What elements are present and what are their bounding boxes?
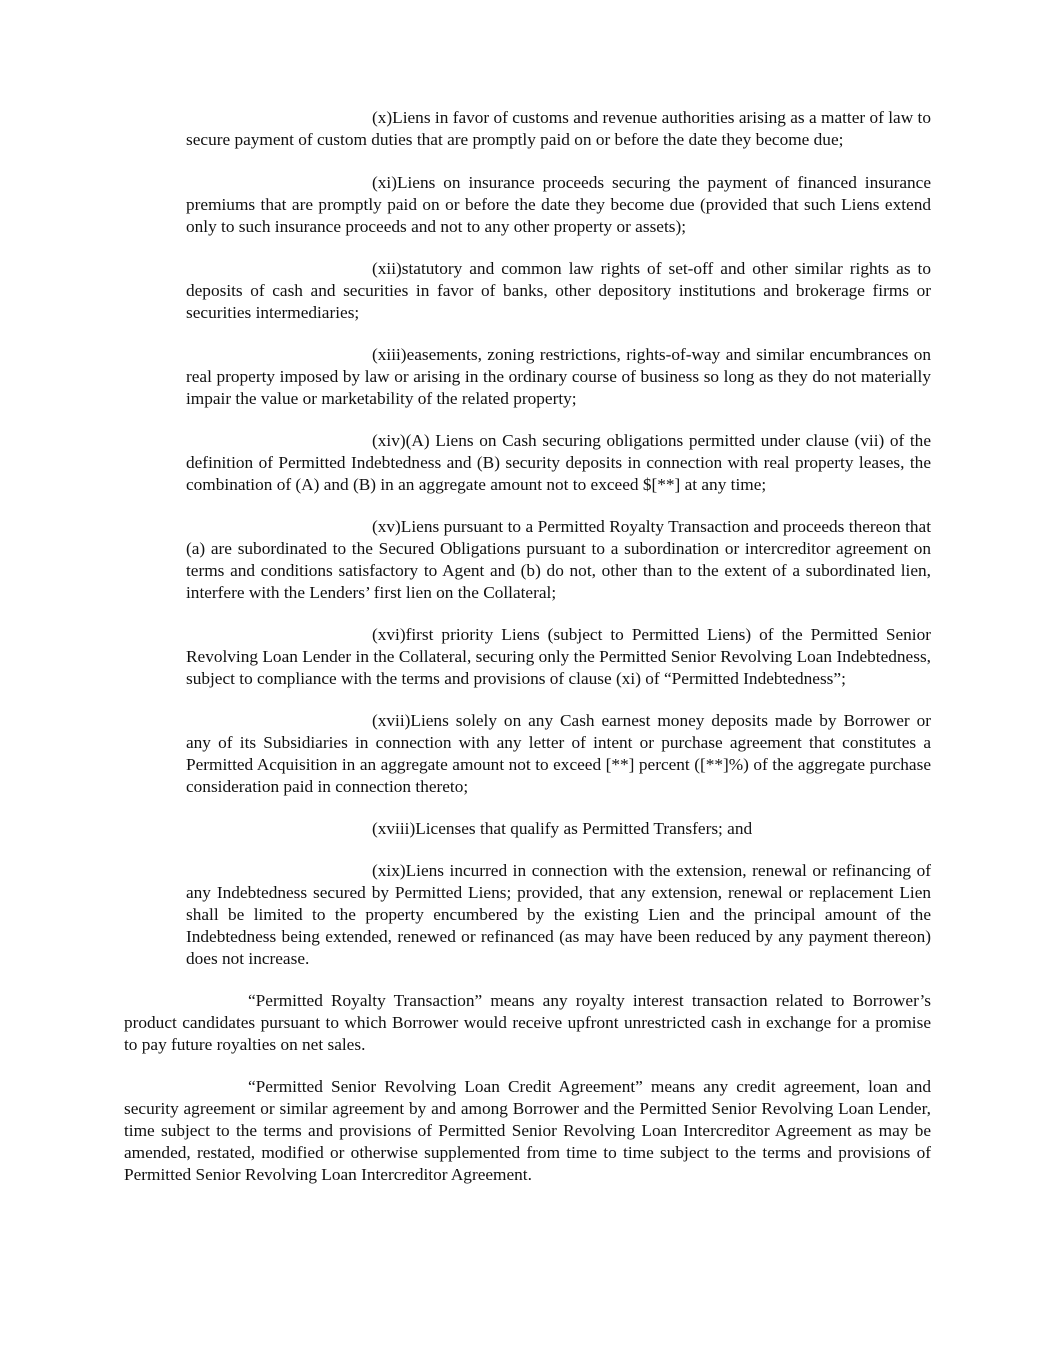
clause-xiii bbox=[186, 344, 931, 410]
clause-text: Liens solely on any Cash earnest money deposits made by Borrower or any of its Subsidiaries in connection with any letter of intent or purchase agreement that constitutes a Permitted Acquisition in an aggregate amount not to exceed [**] percent ([**]%) of the aggregate purchase consideration paid in connection thereto; bbox=[186, 711, 931, 796]
clause-number: (xvi) bbox=[372, 625, 406, 644]
clause-text: (A) Liens on Cash securing obligations permitted under clause (vii) of the definition of Permitted Indebtedness and (B) security deposits in connection with real property leases, the combination of (A) and (B) in an aggregate amount not to exceed $[**] at any time; bbox=[186, 431, 931, 494]
clause-text: Liens in favor of customs and revenue authorities arising as a matter of law to secure payment of custom duties that are promptly paid on or before the date they become due; bbox=[186, 108, 931, 149]
definition-permitted-senior-revolving-loan-credit-agreement: “Permitted Senior Revolving Loan Credit Agreement” means any credit agreement, loan and security agreement or similar agreement by and among Borrower and the Permitted Senior Revolving Loan Lender, time subject to the terms and provisions of Permitted Senior Revolving Loan Intercreditor Agreement as may be amended, restated, modified or otherwise supplemented from time to time subject to the terms and provisions of Permitted Senior Revolving Loan Intercreditor Agreement. bbox=[124, 1077, 931, 1184]
clause-text: easements, zoning restrictions, rights-of-way and similar encumbrances on real property imposed by law or arising in the ordinary course of business so long as they do not materially impair the value or marketability of the related property; bbox=[186, 345, 931, 408]
clause-number: (xviii) bbox=[372, 819, 416, 838]
clause-x bbox=[186, 107, 931, 151]
clause-number: (xi) bbox=[372, 173, 397, 192]
definition-permitted-royalty-transaction: “Permitted Royalty Transaction” means any royalty interest transaction related to Borrower’s product candidates pursuant to which Borrower would receive upfront unrestricted cash in exchange for a promise to pay future royalties on net sales. bbox=[124, 991, 931, 1054]
clause-xii bbox=[186, 258, 931, 324]
clause-xi bbox=[186, 172, 931, 238]
clause-number: (xvii) bbox=[372, 711, 411, 730]
clause-xvii bbox=[186, 710, 931, 798]
clause-text: Liens on insurance proceeds securing the payment of financed insurance premiums that are promptly paid on or before the date they become due (provided that such Liens extend only to such insurance proceeds and not to any other property or assets); bbox=[186, 173, 931, 236]
clause-xvi bbox=[186, 624, 931, 690]
clause-xviii bbox=[186, 818, 931, 840]
clause-number: (x) bbox=[372, 108, 393, 127]
clause-text: Liens incurred in connection with the extension, renewal or refinancing of any Indebtedness secured by Permitted Liens; provided, that any extension, renewal or replacement Lien shall be limited to the property encumbered by the existing Lien and the principal amount of the Indebtedness being extended, renewed or refinanced (as may have been reduced by any payment thereon) does not increase. bbox=[186, 861, 931, 968]
clause-xix bbox=[186, 860, 931, 970]
clause-text: Licenses that qualify as Permitted Transfers; and bbox=[415, 819, 753, 838]
clause-number: (xiv) bbox=[372, 431, 406, 450]
clause-number: (xix) bbox=[372, 861, 406, 880]
clause-number: (xiii) bbox=[372, 345, 407, 364]
clause-xiv bbox=[186, 430, 931, 496]
clause-number: (xv) bbox=[372, 517, 401, 536]
clause-xv bbox=[186, 516, 931, 604]
clause-number: (xii) bbox=[372, 259, 402, 278]
clause-text: Liens pursuant to a Permitted Royalty Transaction and proceeds thereon that (a) are subordinated to the Secured Obligations pursuant to a subordination or intercreditor agreement on terms and conditions satisfactory to Agent and (b) do not, other than to the extent of a subordinated lien, interfere with the Lenders’ first lien on the Collateral; bbox=[186, 517, 931, 602]
clause-text: statutory and common law rights of set-off and other similar rights as to deposits of cash and securities in favor of banks, other depository institutions and brokerage firms or securities intermediaries; bbox=[186, 259, 931, 322]
clause-text: first priority Liens (subject to Permitted Liens) of the Permitted Senior Revolving Loan Lender in the Collateral, securing only the Permitted Senior Revolving Loan Indebtedness, subject to compliance with the terms and provisions of clause (xi) of “Permitted Indebtedness”; bbox=[186, 625, 931, 688]
